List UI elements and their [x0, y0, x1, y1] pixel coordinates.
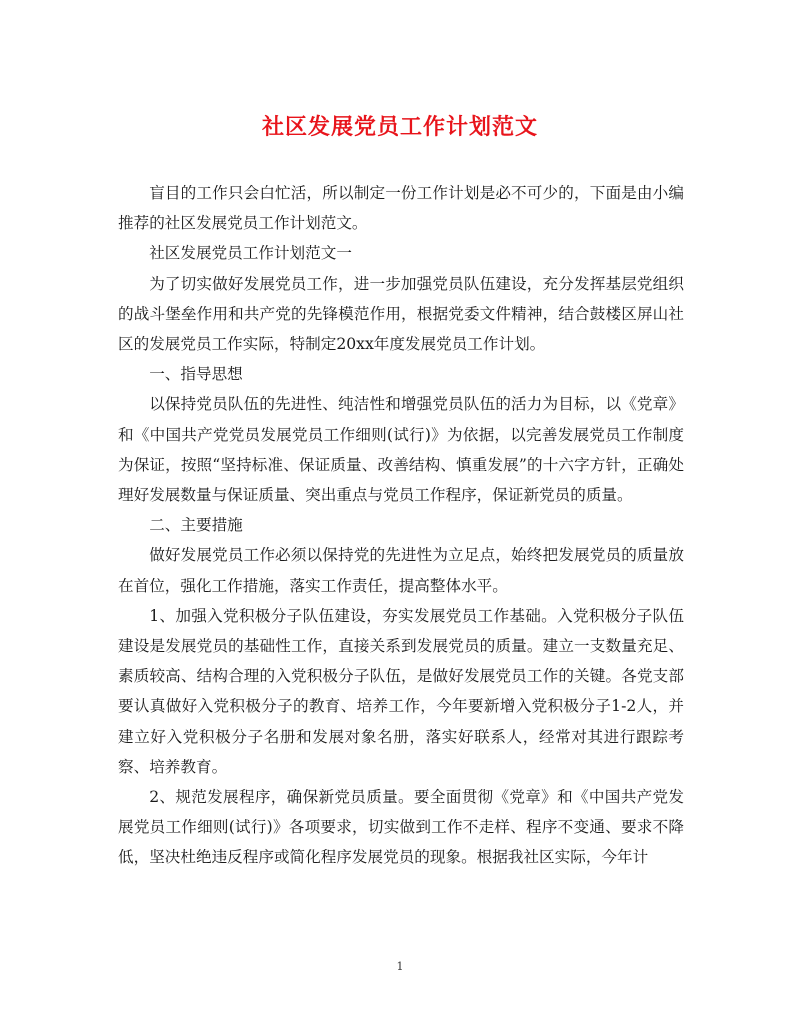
document-body	[118, 178, 684, 873]
section-heading-measures: 二、主要措施	[149, 516, 243, 535]
paragraph-subtitle: 社区发展党员工作计划范文一	[149, 244, 352, 263]
page-number: 1	[396, 960, 404, 973]
paragraph-intro: 盲目的工作只会白忙活，所以制定一份工作计划是必不可少的，下面是由小编推荐的社区发展党员工作计划范文。	[118, 184, 684, 233]
paragraph-guiding: 以保持党员队伍的先进性、纯洁性和增强党员队伍的活力为目标，以《党章》和《中国共产党党员发展党员工作细则(试行)》为依据，以完善发展党员工作制度为保证，按照“坚持标准、保证质量、改善结构、慎重发展”的十六字方针，正确处理好发展数量与保证质量、突出重点与党员工作程序，保证新党员的质量。	[118, 395, 684, 505]
paragraph-measure-1: 1、加强入党积极分子队伍建设，夯实发展党员工作基础。入党积极分子队伍建设是发展党员的基础性工作，直接关系到发展党员的质量。建立一支数量充足、素质较高、结构合理的入党积极分子队伍，是做好发展党员工作的关键。各党支部要认真做好入党积极分子的教育、培养工作，今年要新增入党积极分子1-2人，并建立好入党积极分子名册和发展对象名册，落实好联系人，经常对其进行跟踪考察、培养教育。	[118, 606, 684, 776]
section-heading-guiding: 一、指导思想	[149, 365, 243, 384]
paragraph-measures-intro: 做好发展党员工作必须以保持党的先进性为立足点，始终把发展党员的质量放在首位，强化工作措施，落实工作责任，提高整体水平。	[118, 546, 684, 595]
paragraph-purpose: 为了切实做好发展党员工作，进一步加强党员队伍建设，充分发挥基层党组织的战斗堡垒作用和共产党的先锋模范作用，根据党委文件精神，结合鼓楼区屏山社区的发展党员工作实际，特制定20xx年度发展党员工作计划。	[118, 274, 684, 354]
paragraph-measure-2: 2、规范发展程序，确保新党员质量。要全面贯彻《党章》和《中国共产党发展党员工作细则(试行)》各项要求，切实做到工作不走样、程序不变通、要求不降低，坚决杜绝违反程序或简化程序发展党员的现象。根据我社区实际，今年计	[118, 788, 684, 867]
document-title: 社区发展党员工作计划范文	[261, 114, 538, 140]
